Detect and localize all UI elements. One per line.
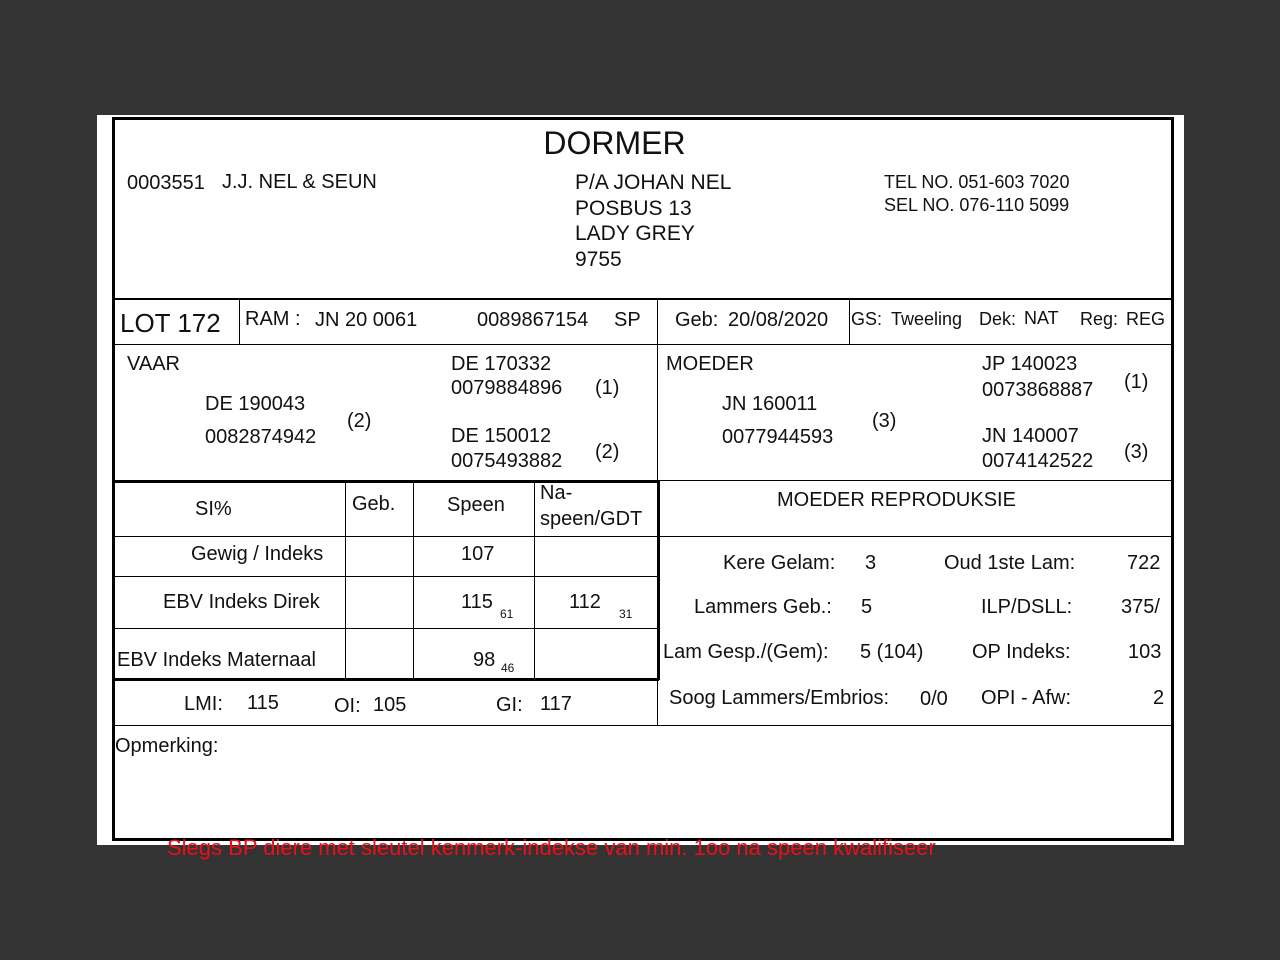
gs-value: Tweeling — [891, 309, 963, 329]
sire-sire-id: DE 170332 — [451, 353, 552, 375]
opi-deviation-value: 2 — [1153, 687, 1165, 709]
oi-value: 105 — [373, 694, 407, 716]
member-number: 0003551 — [127, 172, 205, 194]
dam-sire-grade: (1) — [1124, 371, 1149, 393]
lot-row-bottom — [113, 344, 1173, 345]
lambs-weaned-label: Lam Gesp./(Gem): — [663, 641, 829, 663]
lmi-value: 115 — [247, 692, 279, 714]
dam-grade: (3) — [872, 410, 897, 432]
si-table-bottom — [115, 678, 659, 681]
dam-id: JN 160011 — [722, 393, 818, 415]
ebv-direct-weaning-accuracy: 61 — [500, 607, 514, 621]
lot-row-top — [113, 298, 1173, 300]
si-col-1 — [345, 482, 346, 679]
weight-index-label: Gewig / Indeks — [191, 543, 324, 565]
ebv-maternal-label: EBV Indeks Maternaal — [117, 649, 316, 671]
opi-deviation-label: OPI - Afw: — [981, 687, 1072, 709]
si-header: SI% — [195, 498, 232, 520]
sire-dam-id: DE 150012 — [451, 425, 552, 447]
age-first-lamb-value: 722 — [1127, 552, 1161, 574]
weight-index-weaning: 107 — [461, 543, 495, 565]
lot-number: LOT 172 — [120, 308, 221, 338]
dam-sire-id: JP 140023 — [982, 353, 1078, 375]
index-row-bottom — [115, 725, 1173, 726]
ebv-direct-label: EBV Indeks Direk — [163, 591, 320, 613]
lmi-label: LMI: — [184, 693, 223, 715]
gi-label: GI: — [496, 694, 523, 716]
si-col-2 — [413, 482, 414, 679]
birth-label: Geb: — [675, 309, 719, 331]
reproduction-title: MOEDER REPRODUKSIE — [777, 489, 1016, 511]
lambs-weaned-value: 5 (104) — [860, 641, 924, 663]
dek-label: Dek: — [979, 309, 1017, 329]
ram-label: RAM : — [245, 308, 301, 330]
lot-divider-3 — [849, 299, 850, 345]
dam-label: MOEDER — [666, 353, 754, 375]
sire-sire-number: 0079884896 — [451, 377, 563, 399]
sire-dam-grade: (2) — [595, 441, 620, 463]
sire-label: VAAR — [127, 353, 180, 375]
reg-value: REG — [1126, 309, 1166, 329]
times-lambed-value: 3 — [865, 552, 877, 574]
lambs-born-label: Lammers Geb.: — [694, 596, 832, 618]
oi-label: OI: — [334, 695, 361, 717]
dam-number: 0077944593 — [722, 426, 834, 448]
age-first-lamb-label: Oud 1ste Lam: — [944, 552, 1076, 574]
birth-date: 20/08/2020 — [728, 309, 829, 331]
address-line-4: 9755 — [575, 248, 622, 271]
frame-top — [113, 117, 1173, 120]
sire-number: 0082874942 — [205, 426, 317, 448]
suckling-lambs-value: 0/0 — [920, 688, 948, 710]
reg-label: Reg: — [1080, 309, 1119, 329]
op-index-label: OP Indeks: — [972, 641, 1071, 663]
sale-catalogue-card — [97, 115, 1184, 860]
breed-title: DORMER — [543, 125, 686, 161]
ram-id: JN 20 0061 — [315, 309, 418, 331]
post-weaning-header-1: Na- — [540, 482, 573, 504]
telephone: TEL NO. 051-603 7020 — [884, 172, 1070, 192]
index-divider — [657, 680, 658, 726]
si-row-1-bottom — [115, 576, 657, 577]
ram-reg-number: 0089867154 — [477, 309, 589, 331]
address-line-1: P/A JOHAN NEL — [575, 171, 732, 194]
suckling-lambs-label: Soog Lammers/Embrios: — [669, 687, 890, 709]
ram-grade: SP — [614, 309, 641, 331]
gi-value: 117 — [540, 693, 572, 715]
sire-id: DE 190043 — [205, 393, 306, 415]
sire-dam-number: 0075493882 — [451, 450, 563, 472]
op-index-value: 103 — [1128, 641, 1162, 663]
post-weaning-header-2: speen/GDT — [540, 508, 643, 530]
ebv-maternal-weaning-accuracy: 46 — [501, 661, 515, 675]
frame-right — [1171, 117, 1174, 841]
sire-sire-grade: (1) — [595, 377, 620, 399]
si-row-2-bottom — [115, 628, 657, 629]
footer-note: Slegs BP diere met sleutel kenmerk-indekse van min. 1oo na speen kwalifiseer — [167, 835, 936, 860]
cellphone: SEL NO. 076-110 5099 — [884, 195, 1070, 215]
sire-grade: (2) — [347, 410, 372, 432]
dam-sire-number: 0073868887 — [982, 379, 1094, 401]
dam-dam-grade: (3) — [1124, 441, 1149, 463]
ilp-value: 375/ — [1121, 596, 1160, 618]
si-col-3 — [534, 482, 535, 679]
ilp-label: ILP/DSLL: — [981, 596, 1073, 618]
address-line-2: POSBUS 13 — [575, 197, 692, 220]
lot-divider-2 — [657, 299, 658, 345]
si-table-right — [657, 480, 660, 680]
ebv-direct-post-weaning: 112 — [569, 591, 601, 613]
weaning-header: Speen — [447, 494, 505, 516]
times-lambed-label: Kere Gelam: — [723, 552, 836, 574]
pedigree-divider — [657, 345, 658, 480]
birth-header: Geb. — [352, 493, 396, 515]
ebv-maternal-weaning: 98 — [473, 649, 496, 671]
ebv-direct-weaning: 115 — [461, 591, 493, 613]
lot-divider-1 — [239, 299, 240, 345]
lambs-born-value: 5 — [861, 596, 873, 618]
dek-value: NAT — [1024, 308, 1059, 328]
address-line-3: LADY GREY — [575, 222, 695, 245]
ebv-direct-post-weaning-accuracy: 31 — [619, 607, 633, 621]
gs-label: GS: — [851, 309, 883, 329]
dam-dam-number: 0074142522 — [982, 450, 1094, 472]
si-table-top — [113, 480, 657, 483]
frame-left — [112, 117, 115, 841]
repro-top — [657, 480, 1173, 481]
si-header-bottom — [115, 536, 1173, 537]
breeder-name: J.J. NEL & SEUN — [222, 171, 377, 193]
dam-dam-id: JN 140007 — [982, 425, 1079, 447]
remarks-label: Opmerking: — [115, 735, 219, 757]
